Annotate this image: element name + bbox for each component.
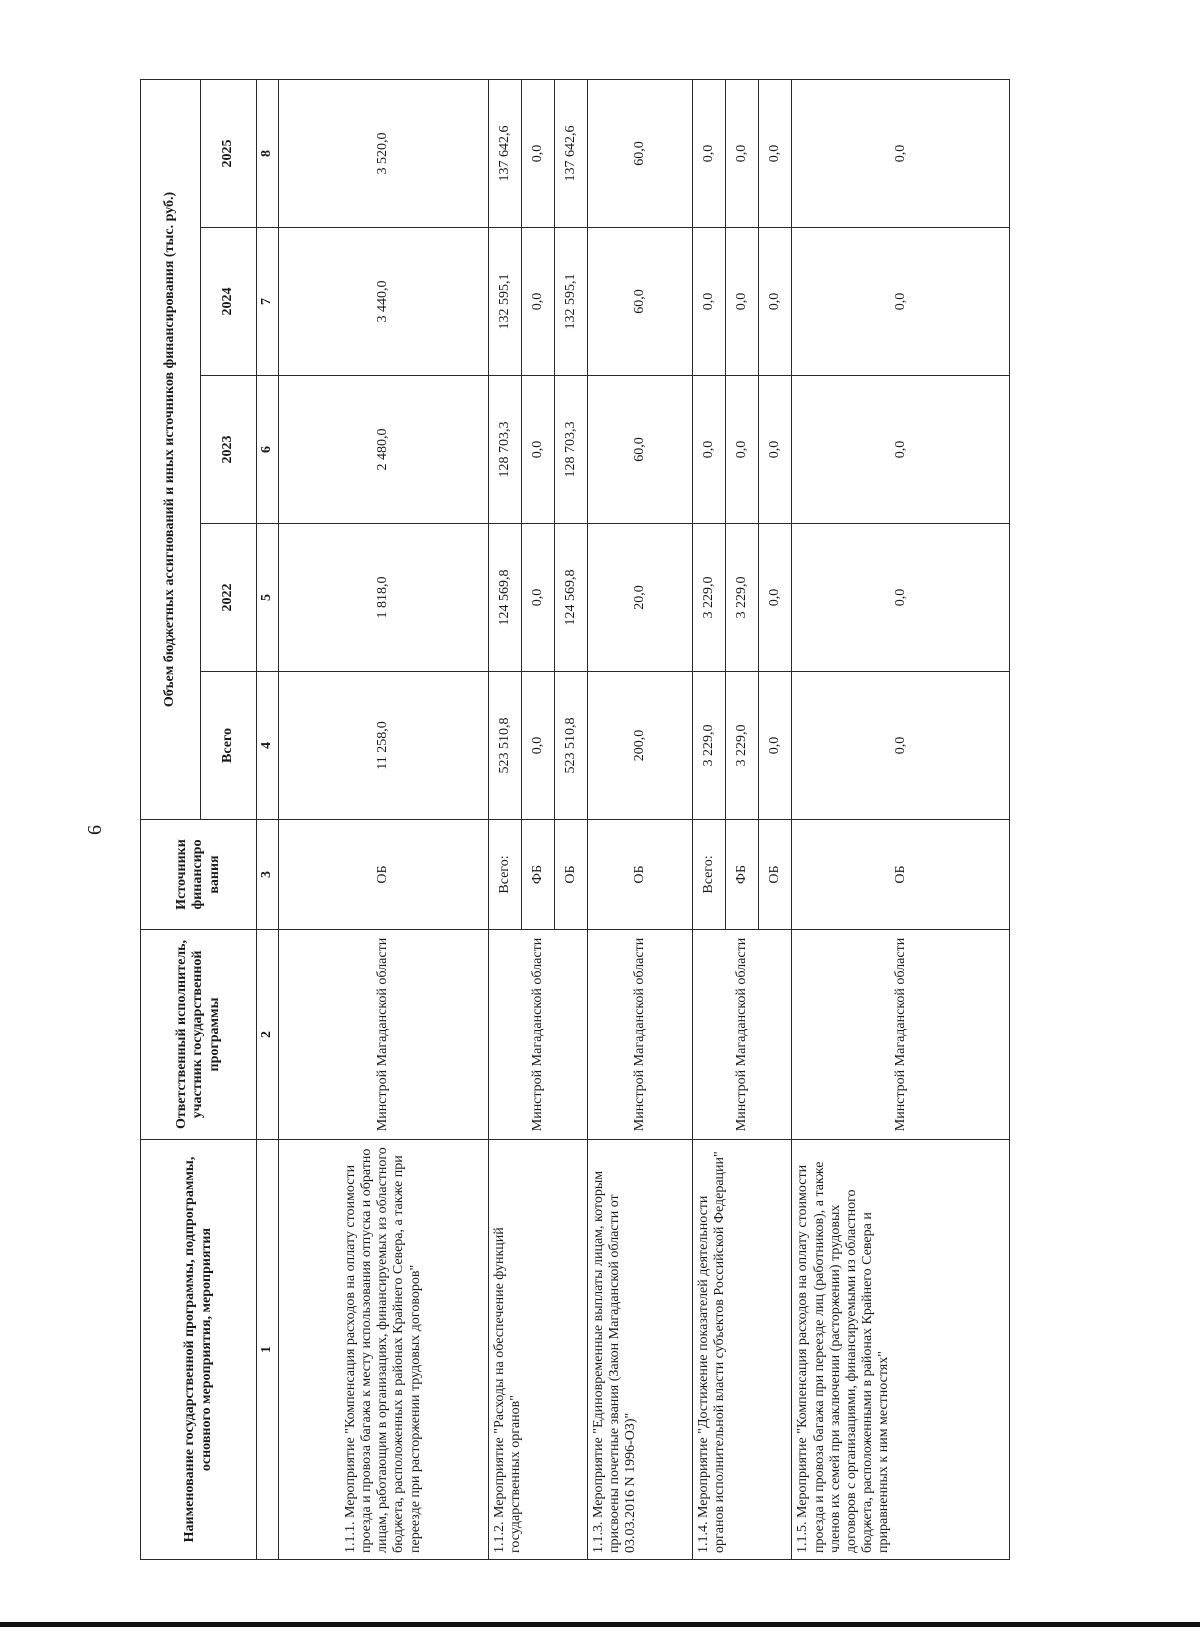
total-cell: 0,0	[792, 672, 1010, 820]
column-number: 4	[257, 672, 279, 820]
column-number: 2	[257, 930, 279, 1140]
value-2024: 0,0	[792, 228, 1010, 376]
column-number: 6	[257, 376, 279, 524]
value-2022: 20,0	[588, 524, 693, 672]
source-cell: Всего:	[693, 820, 726, 930]
total-cell: 523 510,8	[555, 672, 588, 820]
value-2023: 2 480,0	[279, 376, 489, 524]
value-2024: 60,0	[588, 228, 693, 376]
value-2025: 0,0	[693, 79, 726, 227]
value-2025: 137 642,6	[555, 79, 588, 227]
header-source: Источники финансиро вания	[141, 820, 257, 930]
measure-name: 1.1.5. Мероприятие "Компенсация расходов на оплату стоимости проезда и провоза багажа при переезде лиц (работников), а также членов их семей при заключении (расторжении) трудовых договоров с организациями, финансируемыми из областного бюджета, расположенными в районах Крайнего Севера и приравненных к ним местностях"	[792, 1140, 1010, 1560]
measure-name: 1.1.2. Мероприятие "Расходы на обеспечение функций государственных органов"	[488, 1140, 587, 1560]
value-2024: 132 595,1	[555, 228, 588, 376]
value-2023: 0,0	[521, 376, 554, 524]
value-2024: 0,0	[759, 228, 792, 376]
table-row	[693, 79, 726, 1559]
value-2025: 0,0	[521, 79, 554, 227]
source-cell: ОБ	[792, 820, 1010, 930]
source-cell: ОБ	[759, 820, 792, 930]
value-2023: 0,0	[759, 376, 792, 524]
executor-cell: Минстрой Магаданской области	[693, 930, 792, 1140]
page-number: 6	[84, 825, 106, 835]
source-cell: ФБ	[726, 820, 759, 930]
bottom-scan-rule	[0, 1622, 1200, 1627]
measure-name: 1.1.4. Мероприятие "Достижение показателей деятельности органов исполнительной власти субъектов Российской Федерации"	[693, 1140, 792, 1560]
header-name: Наименование государственной программы, подпрограммы, основного мероприятия, мероприятия	[141, 1140, 257, 1560]
table-rotated-wrapper	[140, 80, 1010, 1560]
table-row	[588, 79, 693, 1559]
value-2025: 0,0	[792, 79, 1010, 227]
table-row	[792, 79, 1010, 1559]
source-cell: ОБ	[555, 820, 588, 930]
value-2025: 0,0	[759, 79, 792, 227]
measure-name: 1.1.1. Мероприятие "Компенсация расходов на оплату стоимости проезда и провоза багажа к месту использования отпуска и обратно лицам, работающим в организациях, финансируемых из областного бюджета, расположенных в районах Крайнего Севера, а также при переезде при расторжении трудовых договоров"	[279, 1140, 489, 1560]
total-cell: 0,0	[759, 672, 792, 820]
executor-cell: Минстрой Магаданской области	[279, 930, 489, 1140]
value-2022: 0,0	[521, 524, 554, 672]
column-number: 3	[257, 820, 279, 930]
value-2023: 128 703,3	[488, 376, 521, 524]
total-cell: 200,0	[588, 672, 693, 820]
total-cell: 523 510,8	[488, 672, 521, 820]
value-2025: 3 520,0	[279, 79, 489, 227]
measure-name: 1.1.3. Мероприятие "Единовременные выплаты лицам, которым присвоены почетные звания (Закон Магаданской области от 03.03.2016 N 1996-ОЗ)"	[588, 1140, 693, 1560]
value-2022: 124 569,8	[555, 524, 588, 672]
value-2025: 0,0	[726, 79, 759, 227]
table-row	[488, 79, 521, 1559]
value-2023: 0,0	[726, 376, 759, 524]
executor-cell: Минстрой Магаданской области	[588, 930, 693, 1140]
value-2022: 3 229,0	[726, 524, 759, 672]
source-cell: Всего:	[488, 820, 521, 930]
source-cell: ОБ	[588, 820, 693, 930]
value-2025: 60,0	[588, 79, 693, 227]
total-cell: 11 258,0	[279, 672, 489, 820]
executor-cell: Минстрой Магаданской области	[792, 930, 1010, 1140]
column-number: 5	[257, 524, 279, 672]
value-2023: 0,0	[792, 376, 1010, 524]
column-number: 7	[257, 228, 279, 376]
value-2024: 0,0	[521, 228, 554, 376]
total-cell: 0,0	[521, 672, 554, 820]
value-2023: 0,0	[693, 376, 726, 524]
header-executor: Ответственный исполнитель, участник государственной программы	[141, 930, 257, 1140]
value-2024: 0,0	[726, 228, 759, 376]
header-total: Всего	[201, 672, 257, 820]
total-cell: 3 229,0	[726, 672, 759, 820]
value-2022: 0,0	[759, 524, 792, 672]
financing-table	[140, 79, 1010, 1560]
value-2022: 3 229,0	[693, 524, 726, 672]
header-2024: 2024	[201, 228, 257, 376]
value-2022: 124 569,8	[488, 524, 521, 672]
table-row	[279, 79, 489, 1559]
header-volume: Объем бюджетных ассигнований и иных источников финансирования (тыс. руб.)	[141, 79, 201, 819]
value-2024: 132 595,1	[488, 228, 521, 376]
table-container	[140, 80, 1010, 1560]
value-2024: 0,0	[693, 228, 726, 376]
header-2023: 2023	[201, 376, 257, 524]
value-2023: 128 703,3	[555, 376, 588, 524]
column-number: 1	[257, 1140, 279, 1560]
value-2022: 1 818,0	[279, 524, 489, 672]
total-cell: 3 229,0	[693, 672, 726, 820]
source-cell: ОБ	[279, 820, 489, 930]
source-cell: ФБ	[521, 820, 554, 930]
value-2022: 0,0	[792, 524, 1010, 672]
column-number: 8	[257, 79, 279, 227]
header-2022: 2022	[201, 524, 257, 672]
value-2023: 60,0	[588, 376, 693, 524]
value-2024: 3 440,0	[279, 228, 489, 376]
executor-cell: Минстрой Магаданской области	[488, 930, 587, 1140]
value-2025: 137 642,6	[488, 79, 521, 227]
header-2025: 2025	[201, 79, 257, 227]
